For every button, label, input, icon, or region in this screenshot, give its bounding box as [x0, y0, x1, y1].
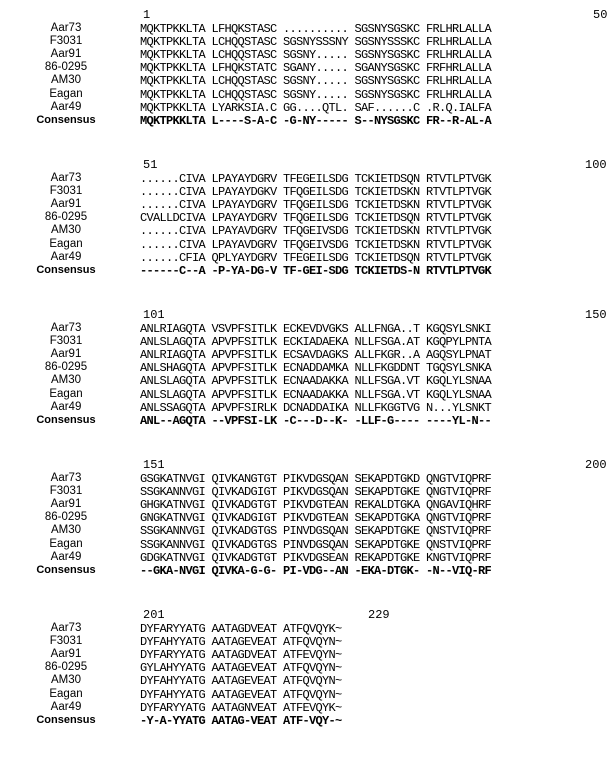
position-end-number: 100 — [585, 158, 607, 172]
strain-name: Aar49 — [50, 250, 82, 263]
sequence-row — [0, 238, 615, 251]
sequence-row — [0, 35, 615, 48]
sequence-row — [0, 322, 615, 335]
sequence-text: ......CIVA LPAYAVDGRV TFQGEIVSDG TCKIETDSKN RTVTLPTVGK — [140, 224, 492, 239]
sequence-text: ANLRIAGQTA VSVPFSITLK ECKEVDVGKS ALLFNGA..T KGQSYLSNKI — [140, 322, 492, 336]
strain-name: Aar49 — [50, 550, 82, 563]
sequence-text: ------C--A -P-YA-DG-V TF-GEI-SDG TCKIETDS-N RTVTLPTVGK — [140, 263, 492, 278]
sequence-row — [0, 688, 615, 701]
sequence-text: ......CFIA QPLYAYDGRV TFEGEILSDG TCKIETDSQN RTVTLPTVGK — [140, 250, 492, 265]
sequence-text: MQKTPKKLTA LFHQKSTATC SGANY..... SGANYSGSKC FRFHRLALLA — [140, 61, 492, 76]
sequence-text: MQKTPKKLTA L----S-A-C -G-NY----- S--NYSGSKC FR--R-AL-A — [140, 113, 492, 128]
sequence-row — [0, 335, 615, 348]
sequence-row — [0, 361, 615, 374]
strain-name: AM30 — [50, 224, 82, 237]
sequence-text: DYFARYYATG AATAGNVEAT ATFEVQYK~ — [140, 700, 342, 715]
sequence-row — [0, 648, 615, 661]
sequence-row — [0, 551, 615, 564]
position-start-number: 101 — [143, 308, 165, 322]
position-start-number: 1 — [143, 8, 151, 22]
sequence-row — [0, 472, 615, 485]
strain-name: Aar73 — [50, 172, 82, 184]
position-end-number: 50 — [593, 8, 608, 22]
sequence-text: ANLSHAGQTA APVPFSITLK ECNADDAMKA NLLFKGDDNT TGQSYLSNKA — [140, 361, 492, 376]
sequence-row — [0, 198, 615, 211]
sequence-text: ANLSSAGQTA APVPFSIRLK DCNADDAIKA NLLFKGGTVG N...YLSNKT — [140, 400, 492, 415]
strain-name: 86-0295 — [44, 661, 88, 674]
sequence-text: DYFARYYATG AATAGDVEAT ATFQVQYK~ — [140, 622, 342, 636]
consensus-row — [0, 714, 615, 727]
strain-name: Aar73 — [50, 622, 82, 634]
sequence-text: MQKTPKKLTA LCHQQSTASC SGSNYSSSNY SGSNYSSSKC FRLHRLALLA — [140, 35, 492, 50]
sequence-row — [0, 61, 615, 74]
sequence-text: ANLSLAGQTA APVPFSITLK ECNAADAKKA NLLFSGA.VT KGQLYLSNAA — [140, 387, 492, 402]
strain-name: F3031 — [49, 485, 83, 498]
sequence-text: DYFARYYATG AATAGDVEAT ATFEVQYN~ — [140, 648, 342, 663]
strain-name: F3031 — [49, 635, 83, 648]
strain-name: Aar49 — [50, 700, 82, 713]
sequence-row — [0, 485, 615, 498]
sequence-row — [0, 622, 615, 635]
sequence-text: -Y-A-YYATG AATAG-VEAT ATF-VQY-~ — [140, 713, 342, 728]
sequence-text: SSGKANNVGI QIVKADGTGS PINVDGSQAN SEKAPDTGKE QNSTVIQPRF — [140, 537, 492, 552]
sequence-text: DYFAHYYATG AATAGEVEAT ATFQVQYN~ — [140, 687, 342, 702]
sequence-text: MQKTPKKLTA LFHQKSTASC .......... SGSNYSGSKC FRLHRLALLA — [140, 22, 492, 36]
strain-name: Consensus — [36, 413, 96, 426]
strain-name: AM30 — [50, 524, 82, 537]
sequence-text: ......CIVA LPAYAYDGRV TFEGEILSDG TCKIETDSQN RTVTLPTVGK — [140, 172, 492, 186]
sequence-text: DYFAHYYATG AATAGEVEAT ATFQVQYN~ — [140, 635, 342, 650]
strain-name: 86-0295 — [44, 61, 88, 74]
consensus-row — [0, 414, 615, 427]
sequence-row — [0, 348, 615, 361]
sequence-text: GDGKATNVGI QIVKADGTGT PIKVDGSEAN REKAPDTGKE KNGTVIQPRF — [140, 550, 492, 565]
position-end-number: 150 — [585, 308, 607, 322]
strain-name: AM30 — [50, 74, 82, 87]
strain-name: Aar91 — [50, 498, 82, 511]
sequence-text: GSGKATNVGI QIVKANGTGT PIKVDGSQAN SEKAPDTGKD QNGTVIQPRF — [140, 472, 492, 486]
strain-name: F3031 — [49, 335, 83, 348]
strain-name: Aar91 — [50, 48, 82, 61]
sequence-text: ......CIVA LPAYAYDGKV TFQGEILSDG TCKIETDSKN RTVTLPTVGK — [140, 185, 492, 200]
sequence-text: MQKTPKKLTA LYARKSIA.C GG....QTL. SAF......C .R.Q.IALFA — [140, 100, 492, 115]
sequence-row — [0, 374, 615, 387]
sequence-text: MQKTPKKLTA LCHQQSTASC SGSNY..... SGSNYSGSKC FRLHRLALLA — [140, 48, 492, 63]
strain-name: 86-0295 — [44, 361, 88, 374]
strain-name: Consensus — [36, 563, 96, 576]
sequence-row — [0, 211, 615, 224]
strain-name: 86-0295 — [44, 511, 88, 524]
position-end-number: 200 — [585, 458, 607, 472]
sequence-row — [0, 498, 615, 511]
strain-name: F3031 — [49, 35, 83, 48]
sequence-row — [0, 388, 615, 401]
sequence-row — [0, 74, 615, 87]
sequence-text: MQKTPKKLTA LCHQQSTASC SGSNY..... SGSNYSGSKC FRLHRLALLA — [140, 74, 492, 89]
sequence-text: GHGKATNVGI QIVKADGTGT PIKVDGTEAN REKALDTGKA QNGAVIQHRF — [140, 498, 492, 513]
strain-name: AM30 — [50, 374, 82, 387]
sequence-text: ......CIVA LPAYAYDGRV TFQGEILSDG TCKIETDSKN RTVTLPTVGK — [140, 198, 492, 213]
strain-name: 86-0295 — [44, 211, 88, 224]
sequence-row — [0, 224, 615, 237]
sequence-text: DYFAHYYATG AATAGEVEAT ATFQVQYN~ — [140, 674, 342, 689]
position-start-number: 51 — [143, 158, 158, 172]
sequence-row — [0, 701, 615, 714]
sequence-row — [0, 88, 615, 101]
strain-name: Aar49 — [50, 400, 82, 413]
sequence-row — [0, 511, 615, 524]
strain-name: Consensus — [36, 713, 96, 726]
sequence-row — [0, 524, 615, 537]
sequence-row — [0, 401, 615, 414]
strain-name: Consensus — [36, 113, 96, 126]
sequence-row — [0, 22, 615, 35]
sequence-text: MQKTPKKLTA LCHQQSTASC SGSNY..... SGSNYSGSKC FRLHRLALLA — [140, 87, 492, 102]
position-end-number: 229 — [368, 608, 390, 622]
sequence-row — [0, 661, 615, 674]
sequence-text: ANLSLAGQTA APVPFSITLK ECKIADAEKA NLLFSGA.AT KGQPYLPNTA — [140, 335, 492, 350]
strain-name: Aar73 — [50, 22, 82, 34]
sequence-text: ANL--AGQTA --VPFSI-LK -C---D--K- -LLF-G---- ----YL-N-- — [140, 413, 492, 428]
sequence-text: CVALLDCIVA LPAYAYDGRV TFQGEILSDG TCKIETDSQN RTVTLPTVGK — [140, 211, 492, 226]
position-start-number: 201 — [143, 608, 165, 622]
sequence-row — [0, 635, 615, 648]
sequence-row — [0, 172, 615, 185]
sequence-text: ANLSLAGQTA APVPFSITLK ECNAADAKKA NLLFSGA.VT KGQLYLSNAA — [140, 374, 492, 389]
strain-name: Aar73 — [50, 322, 82, 334]
sequence-row — [0, 185, 615, 198]
sequence-text: ......CIVA LPAYAVDGRV TFQGEIVSDG TCKIETDSKN RTVTLPTVGK — [140, 237, 492, 252]
sequence-text: ANLRIAGQTA APVPFSITLK ECSAVDAGKS ALLFKGR..A AGQSYLPNAT — [140, 348, 492, 363]
sequence-row — [0, 538, 615, 551]
position-start-number: 151 — [143, 458, 165, 472]
strain-name: AM30 — [50, 674, 82, 687]
sequence-text: --GKA-NVGI QIVKA-G-G- PI-VDG--AN -EKA-DTGK- -N--VIQ-RF — [140, 563, 492, 578]
strain-name: Eagan — [49, 687, 83, 700]
strain-name: Eagan — [49, 237, 83, 250]
sequence-row — [0, 101, 615, 114]
strain-name: Aar91 — [50, 348, 82, 361]
strain-name: Eagan — [49, 387, 83, 400]
sequence-row — [0, 674, 615, 687]
strain-name: F3031 — [49, 185, 83, 198]
sequence-text: GYLAHYYATG AATAGEVEAT ATFQVQYN~ — [140, 661, 342, 676]
strain-name: Eagan — [49, 537, 83, 550]
consensus-row — [0, 564, 615, 577]
sequence-text: GNGKATNVGI QIVKADGIGT PIKVDGTEAN SEKAPDTGKA QNGTVIQPRF — [140, 511, 492, 526]
sequence-text: SSGKANNVGI QIVKADGTGS PINVDGSQAN SEKAPDTGKE QNSTVIQPRF — [140, 524, 492, 539]
sequence-row — [0, 251, 615, 264]
strain-name: Aar49 — [50, 100, 82, 113]
consensus-row — [0, 114, 615, 127]
strain-name: Aar73 — [50, 472, 82, 484]
sequence-row — [0, 48, 615, 61]
strain-name: Aar91 — [50, 198, 82, 211]
consensus-row — [0, 264, 615, 277]
strain-name: Aar91 — [50, 648, 82, 661]
sequence-text: SSGKANNVGI QIVKADGIGT PIKVDGSQAN SEKAPDTGKE QNGTVIQPRF — [140, 485, 492, 500]
strain-name: Consensus — [36, 263, 96, 276]
strain-name: Eagan — [49, 87, 83, 100]
